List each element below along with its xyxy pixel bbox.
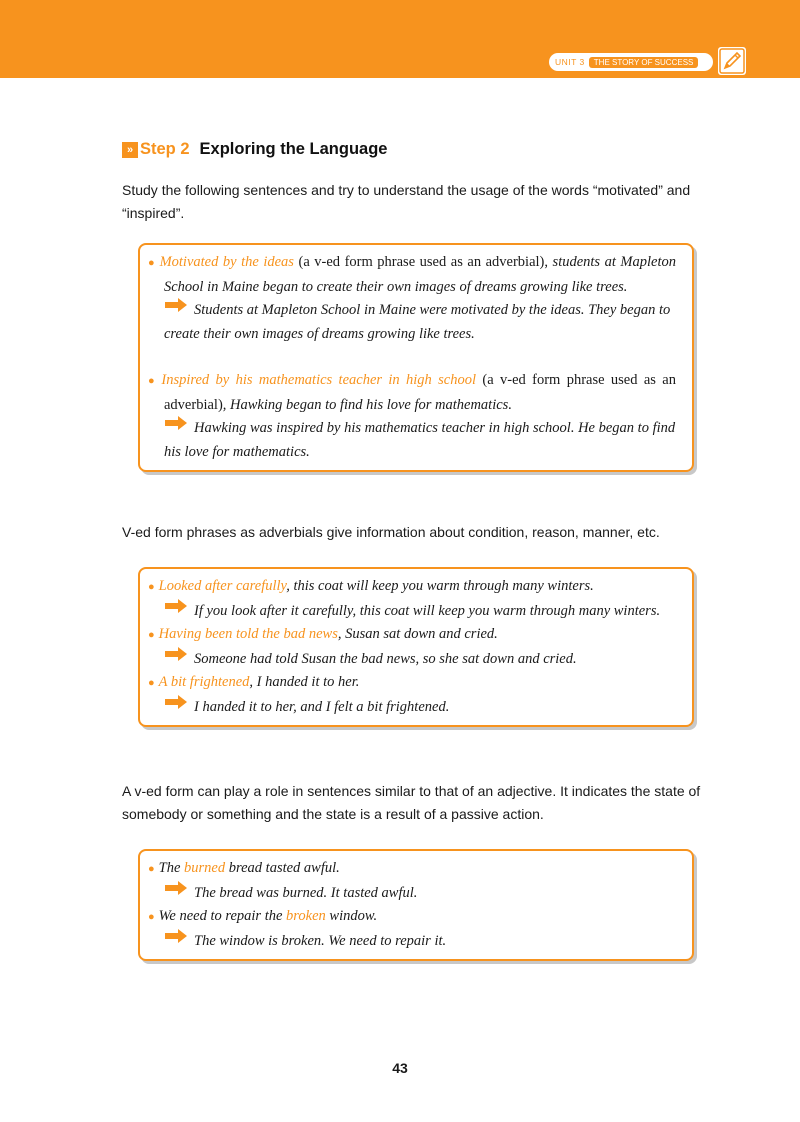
bullet-icon: ● [148,677,155,690]
adjective-paragraph: A v-ed form can play a role in sentences similar to that of an adjective. It indicates the state of somebody or something and the state is a result of a passive action. [122,783,701,822]
bullet-icon: ● [148,863,155,875]
example-item: ● A bit frightened, I handed it to her. [148,674,360,691]
example-rewrite: Students at Mapleton School in Maine were motivated by the ideas. They began to create their own images of dreams growing like trees. [148,299,676,346]
page-number: 43 [392,1060,408,1076]
middle-paragraph: V-ed form phrases as adverbials give information about condition, reason, manner, etc. [122,524,660,540]
bullet-icon: ● [148,375,158,388]
example-box-2 [138,567,694,727]
example-box-1 [138,243,694,472]
bullet-icon: ● [148,629,155,642]
step-label: Step 2 [140,140,190,158]
example-item: ● We need to repair the broken window. [148,908,378,925]
arrow-icon [164,646,188,670]
unit-label: UNIT 3 [555,57,585,67]
example-rewrite: The window is broken. We need to repair it. [148,930,676,954]
example-item: ● Motivated by the ideas (a v-ed form phrase used as an adverbial), students at Mapleton School in Maine began to create their own images of dreams growing like trees. [148,254,676,295]
bullet-icon: ● [148,911,155,924]
example-rewrite: I handed it to her, and I felt a bit frightened. [148,696,676,720]
example-rewrite: Someone had told Susan the bad news, so she sat down and cried. [148,648,676,672]
arrow-icon [164,694,188,718]
intro-paragraph: Study the following sentences and try to understand the usage of the words “motivated” and “inspired”. [122,182,691,221]
arrow-icon [164,297,188,321]
section-heading [122,140,387,159]
bullet-icon: ● [148,581,155,593]
example-item: ● Inspired by his mathematics teacher in high school (a v-ed form phrase used as an adverbial), Hawking began to find his love for mathematics. [148,372,676,413]
step-title: Exploring the Language [199,140,388,158]
unit-badge [549,53,713,71]
double-chevron-icon: » [122,142,138,158]
unit-title: THE STORY OF SUCCESS [589,57,699,68]
example-item: ● Looked after carefully, this coat will keep you warm through many winters. [148,578,594,594]
example-rewrite: If you look after it carefully, this coat will keep you warm through many winters. [148,600,676,624]
bullet-icon: ● [148,257,156,269]
example-box-3 [138,849,694,961]
example-item: ● The burned bread tasted awful. [148,860,340,876]
example-item: ● Having been told the bad news, Susan sat down and cried. [148,626,498,643]
arrow-icon [164,928,188,952]
pen-icon [718,47,746,75]
arrow-icon [164,598,188,622]
arrow-icon [164,415,188,439]
arrow-icon [164,880,188,904]
example-rewrite: The bread was burned. It tasted awful. [148,882,676,906]
example-rewrite: Hawking was inspired by his mathematics teacher in high school. He began to find his love for mathematics. [148,417,676,464]
